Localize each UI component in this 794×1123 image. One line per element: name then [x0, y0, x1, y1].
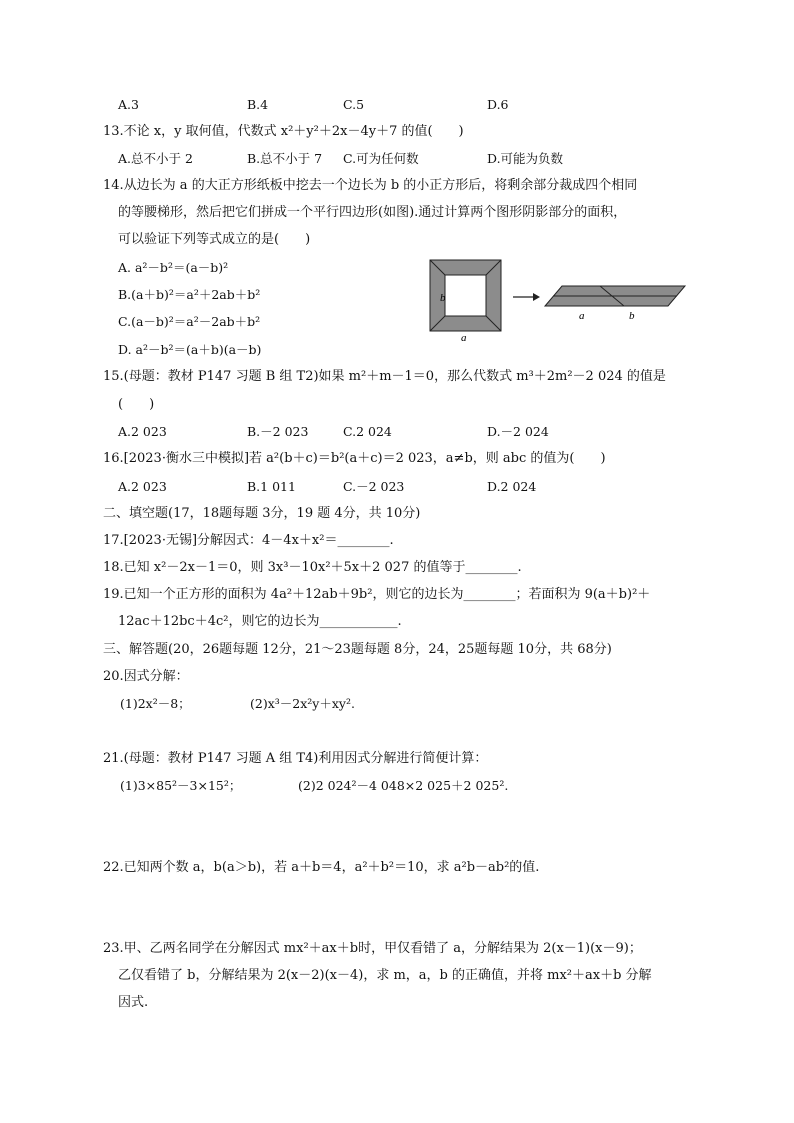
- fig-label-pb: b: [629, 310, 635, 322]
- q13-stem: 13.不论 x，y 取何值，代数式 x²＋y²＋2x－4y＋7 的值( ): [103, 124, 464, 139]
- q16-option-c: C.－2 023: [343, 479, 405, 494]
- q14-line2: 的等腰梯形，然后把它们拼成一个平行四边形(如图).通过计算两个图形阴影部分的面积，: [118, 205, 627, 220]
- q21-stem: 21.(母题：教材 P147 习题 A 组 T4)利用因式分解进行简便计算：: [103, 751, 488, 766]
- q13-option-c: C.可为任何数: [343, 151, 419, 166]
- q23-line1: 23.甲、乙两名同学在分解因式 mx²＋ax＋b时，甲仅看错了 a，分解结果为 2(x－1)(x－9)；: [103, 941, 642, 956]
- q23-line3: 因式.: [118, 995, 149, 1010]
- q14-option-b: B.(a＋b)²＝a²＋2ab＋b²: [118, 287, 261, 302]
- q12-option-a: A.3: [118, 97, 139, 112]
- q14-figure: [425, 256, 690, 346]
- q14-line3: 可以验证下列等式成立的是( ): [118, 232, 311, 247]
- q20-stem: 20.因式分解：: [103, 669, 189, 684]
- q14-option-a: A. a²－b²＝(a－b)²: [118, 260, 229, 275]
- q23-line2: 乙仅看错了 b，分解结果为 2(x－2)(x－4)，求 m，a，b 的正确值，并将 mx²＋ax＋b 分解: [118, 968, 652, 983]
- fig-label-a: a: [461, 332, 467, 344]
- q12-option-c: C.5: [343, 97, 365, 112]
- fig-label-b: b: [440, 292, 446, 304]
- q17: 17.[2023·无锡]分解因式：4－4x＋x²＝________.: [103, 533, 394, 548]
- q15-option-a: A.2 023: [118, 424, 167, 439]
- q15-line2: ( ): [118, 397, 155, 412]
- q21-part2: (2)2 024²－4 048×2 025＋2 025².: [298, 778, 509, 793]
- q13-option-d: D.可能为负数: [487, 151, 564, 166]
- q16-stem: 16.[2023·衡水三中模拟]若 a²(b＋c)＝b²(a＋c)＝2 023，a≠b，则 abc 的值为( ): [103, 451, 606, 466]
- q16-option-d: D.2 024: [487, 479, 537, 494]
- q14-option-d: D. a²－b²＝(a＋b)(a－b): [118, 342, 262, 357]
- q18: 18.已知 x²－2x－1＝0，则 3x³－10x²＋5x＋2 027 的值等于________.: [103, 560, 522, 575]
- q15-line1: 15.(母题：教材 P147 习题 B 组 T2)如果 m²＋m－1＝0，那么代数式 m³＋2m²－2 024 的值是: [103, 369, 666, 384]
- q16-option-a: A.2 023: [118, 479, 167, 494]
- q13-option-a: A.总不小于 2: [118, 151, 193, 166]
- arrow-icon: [533, 293, 540, 301]
- q20-part2: (2)x³－2x²y＋xy².: [250, 696, 355, 711]
- section-2-heading: 二、填空题(17，18题每题 3分，19 题 4分，共 10分): [103, 506, 421, 521]
- q15-option-c: C.2 024: [343, 424, 392, 439]
- q22: 22.已知两个数 a，b(a＞b)，若 a＋b＝4，a²＋b²＝10，求 a²b－ab²的值.: [103, 860, 540, 875]
- q15-option-b: B.－2 023: [247, 424, 309, 439]
- q21-part1: (1)3×85²－3×15²；: [120, 778, 242, 793]
- q20-part1: (1)2x²－8；: [120, 696, 191, 711]
- q14-option-c: C.(a－b)²＝a²－2ab＋b²: [118, 314, 261, 329]
- q12-option-b: B.4: [247, 97, 269, 112]
- fig-label-pa: a: [579, 310, 585, 322]
- q16-option-b: B.1 011: [247, 479, 296, 494]
- q19-line2: 12ac＋12bc＋4c²，则它的边长为____________.: [118, 614, 402, 629]
- q15-option-d: D.－2 024: [487, 424, 549, 439]
- q13-option-b: B.总不小于 7: [247, 151, 323, 166]
- section-3-heading: 三、解答题(20，26题每题 12分，21～23题每题 8分，24，25题每题 10分，共 68分): [103, 642, 612, 657]
- q14-line1: 14.从边长为 a 的大正方形纸板中挖去一个边长为 b 的小正方形后，将剩余部分裁成四个相同: [103, 178, 638, 193]
- q12-option-d: D.6: [487, 97, 509, 112]
- q19-line1: 19.已知一个正方形的面积为 4a²＋12ab＋9b²，则它的边长为________；若面积为 9(a＋b)²＋: [103, 587, 651, 602]
